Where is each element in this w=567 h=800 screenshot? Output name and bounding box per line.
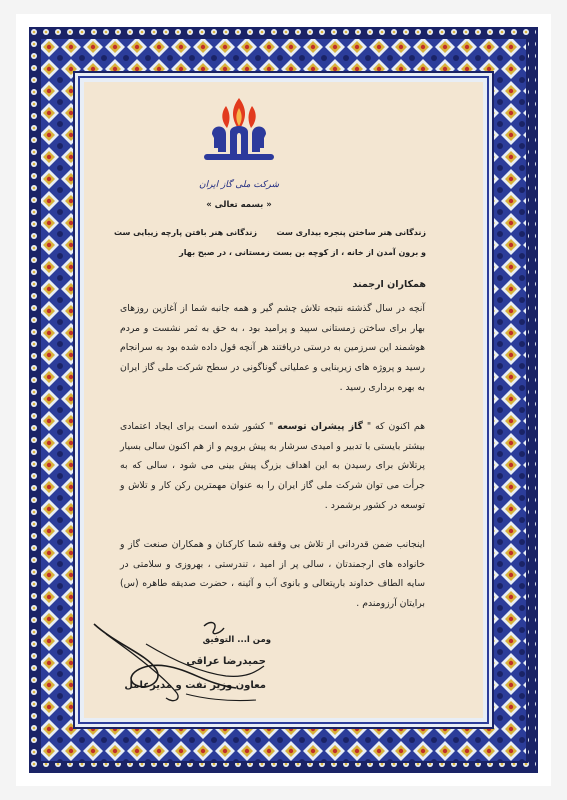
signer-name: حمیدرضا عراقی	[186, 656, 266, 667]
letter-paragraph-3: اینجانب ضمن قدردانی از تلاش بی وقفه شما کارکنان و همکاران صنعت گاز و خانواده های ارجمندتان ، سالی پر از امید ، تندرستی ، بهروزی و سلامتی در سایه الطاف خداوند باریتعالی و بانوی آب و آئینه ، حضرت صدیقه طاهره (س) برایتان آرزومندم .	[120, 539, 425, 610]
poem-line-1-right: زندگانی هنر ساختن پنجره بیداری ست	[276, 228, 426, 237]
bismillah-heading: « بسمه تعالی »	[206, 200, 272, 210]
slogan-text: گاز پیشران توسعه	[277, 421, 363, 432]
poem-line-2: و برون آمدن از خانه ، از کوچه بن بست زمستانی ، در صبح بهار	[179, 248, 426, 257]
letter-paragraph-1: آنچه در سال گذشته نتیجه تلاش چشم گیر و همه جانبه شما از آغازین روزهای بهار برای ساختن زمستانی سپید و پرامید بود ، به حق به ثمر نشست و مردم هوشمند این سرزمین به درستی دریافتند هر آنچه قول داده شده بود به سرانجام رسید و پروژه های زیربنایی و عملیاتی گوناگونی در سطح شرکت ملی گاز ایران به بهره برداری رسید .	[120, 303, 425, 393]
company-logo-icon	[194, 94, 284, 174]
poem-line-1-left: زندگانی هنر بافتن پارچه زیبایی ست	[114, 228, 257, 237]
closing-phrase: ومن ا... التوفیق	[202, 635, 271, 645]
paragraph-2-start: هم اکنون که "	[362, 421, 425, 432]
certificate-sheet	[16, 14, 551, 786]
signer-position: معاون وزیر نفت و مدیرعامل	[124, 680, 266, 691]
company-name: شرکت ملی گاز ایران	[199, 180, 279, 190]
handwritten-signature	[86, 614, 276, 709]
letter-paragraph-2	[120, 417, 425, 516]
paragraph-2-rest: " کشور شده است برای ایجاد اعتمادی بیشتر بایستی با تدبیر و امیدی سرشار به پیش برویم و از هم اکنون سالی بسیار پرتلاش برای رسیدن به این اهداف بزرگ پیش بینی می شود ، سالی که به جرأت می توان شرکت ملی گاز ایران را به عنوان مهمترین رکن کار و تلاش و توسعه در کشور برشمرد .	[120, 421, 425, 511]
letter-greeting: همکاران ارجمند	[352, 279, 426, 290]
